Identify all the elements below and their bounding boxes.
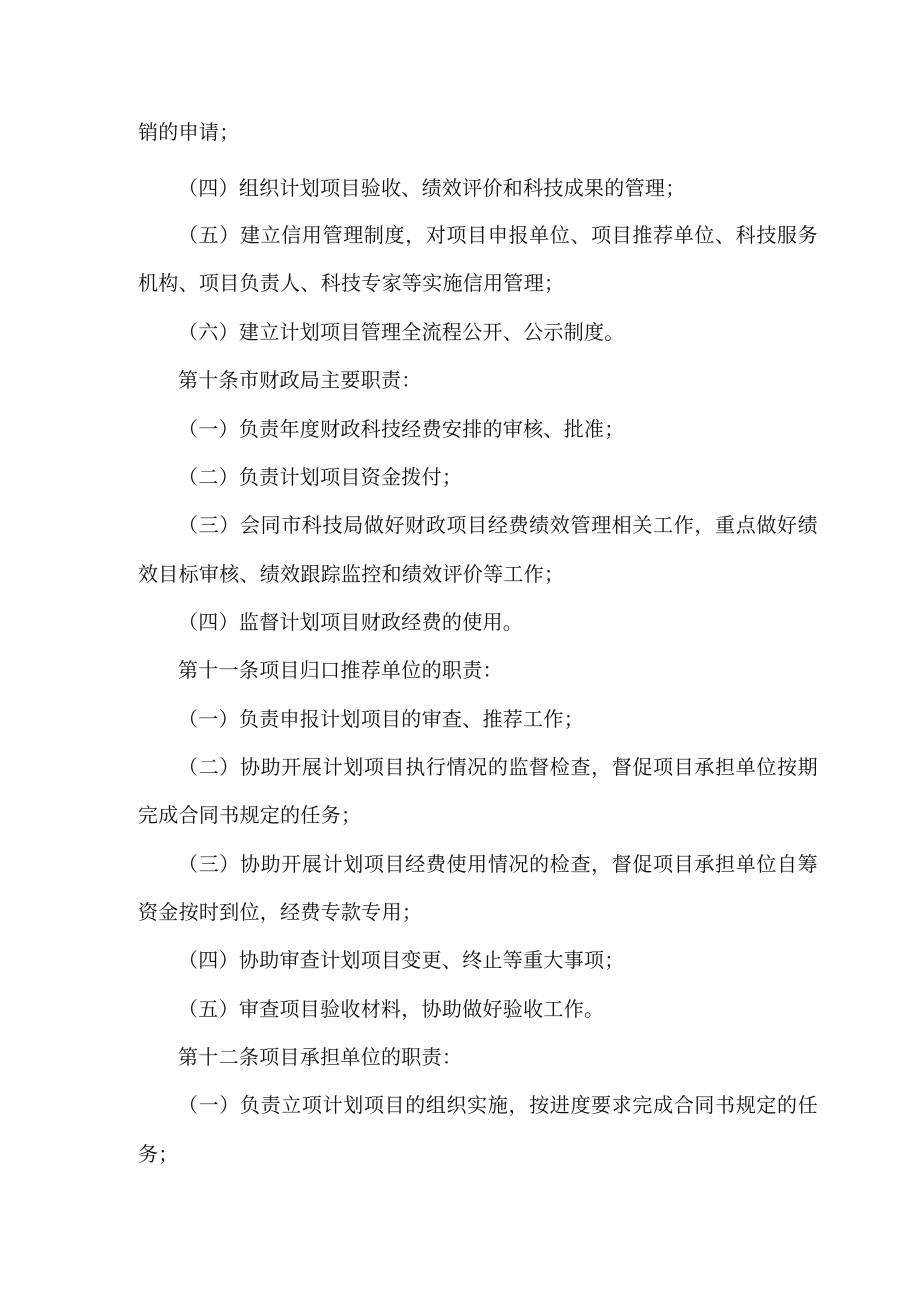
text-line: （三）协助开展计划项目经费使用情况的检查，督促项目承担单位自筹	[178, 852, 818, 876]
text-line: 机构、项目负责人、科技专家等实施信用管理；	[138, 271, 565, 295]
article-heading: 第十二条项目承担单位的职责：	[178, 1045, 463, 1069]
article-heading: 第十一条项目归口推荐单位的职责：	[178, 658, 503, 682]
text-line: （二）负责计划项目资金拨付；	[178, 465, 463, 489]
text-line: （三）会同市科技局做好财政项目经费绩效管理相关工作，重点做好绩	[178, 513, 818, 537]
text-line: 完成合同书规定的任务；	[138, 803, 362, 827]
text-line: （一）负责年度财政科技经费安排的审核、批准；	[178, 417, 625, 441]
text-line: （一）负责立项计划项目的组织实施，按进度要求完成合同书规定的任	[178, 1093, 818, 1117]
text-line: 销的申请；	[138, 120, 240, 144]
article-heading: 第十条市财政局主要职责：	[178, 368, 422, 392]
text-line: 效目标审核、绩效跟踪监控和绩效评价等工作；	[138, 562, 565, 586]
text-line: 务；	[138, 1142, 179, 1166]
text-line: （四）监督计划项目财政经费的使用。	[178, 610, 524, 634]
text-line: （六）建立计划项目管理全流程公开、公示制度。	[178, 320, 625, 344]
text-line: （四）协助审查计划项目变更、终止等重大事项；	[178, 948, 625, 972]
text-line: （二）协助开展计划项目执行情况的监督检查，督促项目承担单位按期	[178, 755, 818, 779]
text-line: （四）组织计划项目验收、绩效评价和科技成果的管理；	[178, 176, 686, 200]
text-line: 资金按时到位，经费专款专用；	[138, 900, 423, 924]
text-line: （五）审查项目验收材料，协助做好验收工作。	[178, 997, 605, 1021]
text-line: （五）建立信用管理制度，对项目申报单位、项目推荐单位、科技服务	[178, 223, 818, 247]
text-line: （一）负责申报计划项目的审查、推荐工作；	[178, 707, 584, 731]
